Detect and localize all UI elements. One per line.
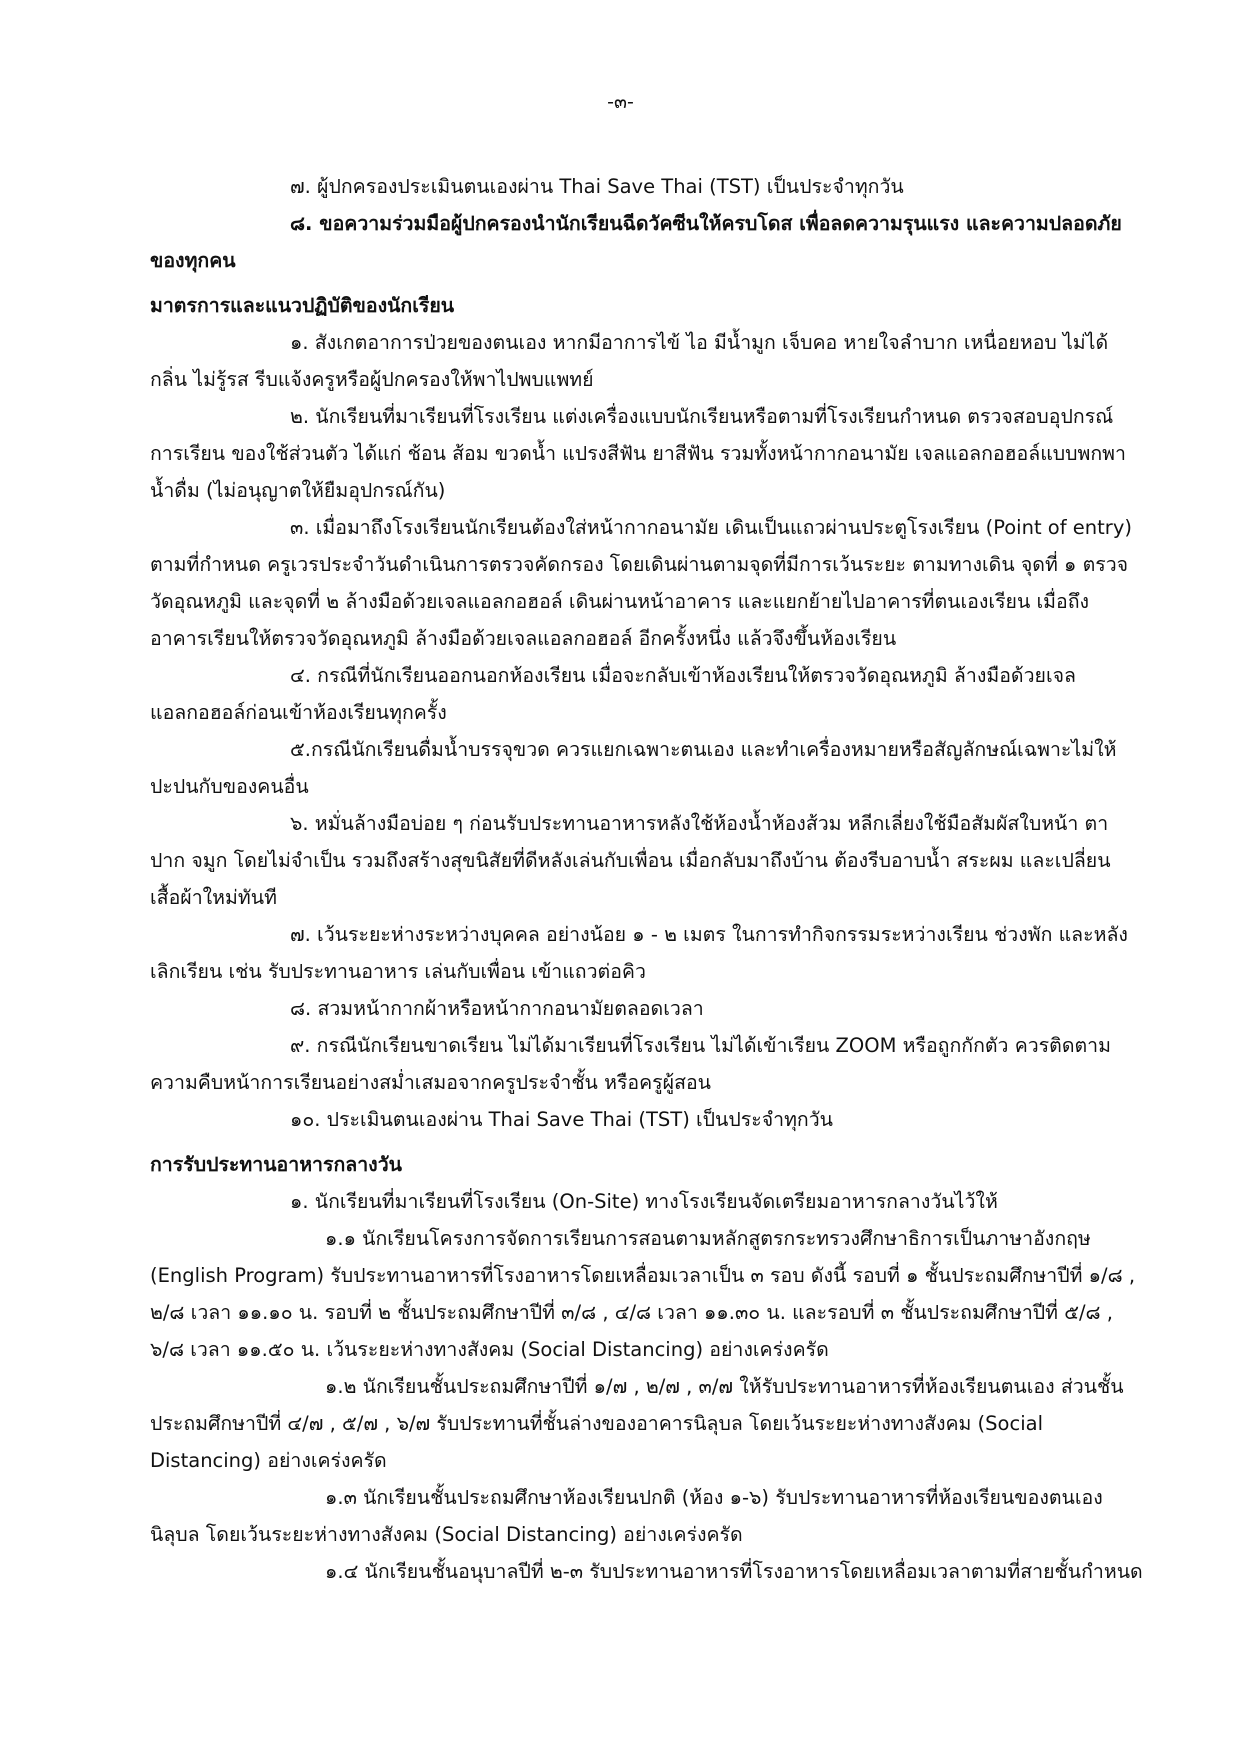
- student-measure-item: ๘. สวมหน้ากากผ้าหรือหน้ากากอนามัยตลอดเวลา: [290, 997, 704, 1020]
- lunch-intro: ๑. นักเรียนที่มาเรียนที่โรงเรียน (On-Site) ทางโรงเรียนจัดเตรียมอาหารกลางวันไว้ให้: [290, 1190, 998, 1213]
- section-heading-lunch: การรับประทานอาหารกลางวัน: [150, 1153, 402, 1176]
- page-number: -๓-: [607, 91, 634, 113]
- lunch-subitem: ๑.๔ นักเรียนชั้นอนุบาลปีที่ ๒-๓ รับประทานอาหารที่โรงอาหารโดยเหลื่อมเวลาตามที่สายชั้นกำหนด: [325, 1560, 1143, 1583]
- student-measure-item: ๖. หมั่นล้างมือบ่อย ๆ ก่อนรับประทานอาหารหลังใช้ห้องน้ำห้องส้วม หลีกเลี่ยงใช้มือสัมผัสใบหน้า ตา ปาก จมูก โดยไม่จำเป็น รวมถึงสร้างสุขนิสัยที่ดีหลังเล่นกับเพื่อน เมื่อกลับมาถึงบ้าน ต้องรีบอาบน้ำ สระผม และเปลี่ยนเสื้อผ้าใหม่ทันที: [150, 812, 1111, 909]
- student-measure-item: ๒. นักเรียนที่มาเรียนที่โรงเรียน แต่งเครื่องแบบนักเรียนหรือตามที่โรงเรียนกำหนด ตรวจสอบอุปกรณ์การเรียน ของใช้ส่วนตัว ได้แก่ ช้อน ส้อม ขวดน้ำ แปรงสีฟัน ยาสีฟัน รวมทั้งหน้ากากอนามัย เจลแอลกอฮอล์แบบพกพา น้ำดื่ม (ไม่อนุญาตให้ยืมอุปกรณ์กัน): [150, 405, 1126, 502]
- lunch-subitem: ๑.๑ นักเรียนโครงการจัดการเรียนการสอนตามหลักสูตรกระทรวงศึกษาธิการเป็นภาษาอังกฤษ (English Program) รับประทานอาหารที่โรงอาหารโดยเหลื่อมเวลาเป็น ๓ รอบ ดังนี้ รอบที่ ๑ ชั้นประถมศึกษาปีที่ ๑/๘ , ๒/๘ เวลา ๑๑.๑๐ น. รอบที่ ๒ ชั้นประถมศึกษาปีที่ ๓/๘ , ๔/๘ เวลา ๑๑.๓๐ น. และรอบที่ ๓ ชั้นประถมศึกษาปีที่ ๕/๘ , ๖/๘ เวลา ๑๑.๕๐ น. เว้นระยะห่างทางสังคม (Social Distancing) อย่างเคร่งครัด: [150, 1227, 1136, 1361]
- parent-item-8: ๘. ขอความร่วมมือผู้ปกครองนำนักเรียนฉีดวัคซีนให้ครบโดส เพื่อลดความรุนแรง และความปลอดภัยของทุกคน: [150, 212, 1122, 272]
- section-heading-student-measures: มาตรการและแนวปฏิบัติของนักเรียน: [150, 294, 455, 317]
- student-measure-item: ๑. สังเกตอาการป่วยของตนเอง หากมีอาการไข้ ไอ มีน้ำมูก เจ็บคอ หายใจลำบาก เหนื่อยหอบ ไม่ได้กลิ่น ไม่รู้รส รีบแจ้งครูหรือผู้ปกครองให้พาไปพบแพทย์: [150, 331, 1109, 391]
- parent-item-7: ๗. ผู้ปกครองประเมินตนเองผ่าน Thai Save Thai (TST) เป็นประจำทุกวัน: [290, 175, 904, 198]
- student-measure-item: ๑๐. ประเมินตนเองผ่าน Thai Save Thai (TST) เป็นประจำทุกวัน: [290, 1108, 834, 1131]
- student-measure-item: ๓. เมื่อมาถึงโรงเรียนนักเรียนต้องใส่หน้ากากอนามัย เดินเป็นแถวผ่านประตูโรงเรียน (Point of entry) ตามที่กำหนด ครูเวรประจำวันดำเนินการตรวจคัดกรอง โดยเดินผ่านตามจุดที่มีการเว้นระยะ ตามทางเดิน จุดที่ ๑ ตรวจวัดอุณหภูมิ และจุดที่ ๒ ล้างมือด้วยเจลแอลกอฮอล์ เดินผ่านหน้าอาคาร และแยกย้ายไปอาคารที่ตนเองเรียน เมื่อถึงอาคารเรียนให้ตรวจวัดอุณหภูมิ ล้างมือด้วยเจลแอลกอฮอล์ อีกครั้งหนึ่ง แล้วจึงขึ้นห้องเรียน: [150, 516, 1132, 650]
- lunch-subitem: ๑.๒ นักเรียนชั้นประถมศึกษาปีที่ ๑/๗ , ๒/๗ , ๓/๗ ให้รับประทานอาหารที่ห้องเรียนตนเอง ส่วนชั้นประถมศึกษาปีที่ ๔/๗ , ๕/๗ , ๖/๗ รับประทานที่ชั้นล่างของอาคารนิลุบล โดยเว้นระยะห่างทางสังคม (Social Distancing) อย่างเคร่งครัด: [150, 1375, 1124, 1472]
- student-measure-item: ๙. กรณีนักเรียนขาดเรียน ไม่ได้มาเรียนที่โรงเรียน ไม่ได้เข้าเรียน ZOOM หรือถูกกักตัว ควรติดตามความคืบหน้าการเรียนอย่างสม่ำเสมอจากครูประจำชั้น หรือครูผู้สอน: [150, 1034, 1111, 1094]
- document-body: [150, 168, 1145, 1590]
- student-measure-item: ๕.กรณีนักเรียนดื่มน้ำบรรจุขวด ควรแยกเฉพาะตนเอง และทำเครื่องหมายหรือสัญลักษณ์เฉพาะไม่ให้ปะปนกับของคนอื่น: [150, 738, 1117, 798]
- student-measure-item: ๔. กรณีที่นักเรียนออกนอกห้องเรียน เมื่อจะกลับเข้าห้องเรียนให้ตรวจวัดอุณหภูมิ ล้างมือด้วยเจลแอลกอฮอล์ก่อนเข้าห้องเรียนทุกครั้ง: [150, 664, 1076, 724]
- student-measure-item: ๗. เว้นระยะห่างระหว่างบุคคล อย่างน้อย ๑ - ๒ เมตร ในการทำกิจกรรมระหว่างเรียน ช่วงพัก และหลังเลิกเรียน เช่น รับประทานอาหาร เล่นกับเพื่อน เข้าแถวต่อคิว: [150, 923, 1128, 983]
- lunch-subitem: ๑.๓ นักเรียนชั้นประถมศึกษาห้องเรียนปกติ (ห้อง ๑-๖) รับประทานอาหารที่ห้องเรียนของตนเอง นิลุบล โดยเว้นระยะห่างทางสังคม (Social Distancing) อย่างเคร่งครัด: [150, 1486, 1103, 1546]
